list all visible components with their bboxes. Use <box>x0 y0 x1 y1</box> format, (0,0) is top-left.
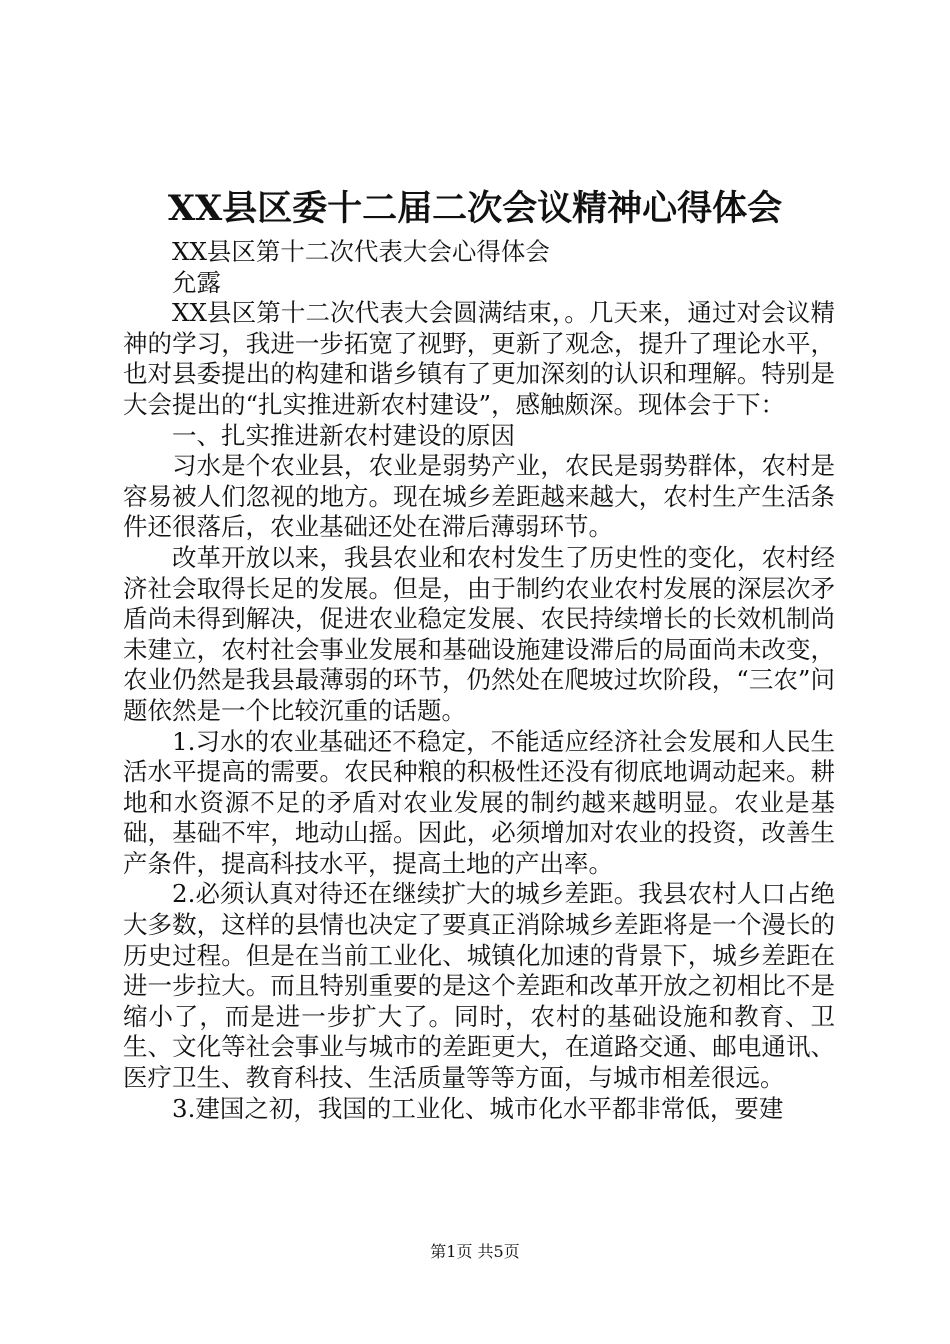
body-paragraph: 习水是个农业县，农业是弱势产业，农民是弱势群体，农村是容易被人们忽视的地方。现在城乡差距越来越大，农村生产生活条件还很落后，农业基础还处在滞后薄弱环节。 <box>123 451 835 542</box>
subtitle-paragraph: XX县区第十二次代表大会心得体会 <box>172 237 550 266</box>
intro-paragraph: XX县区第十二次代表大会圆满结束，。几天来，通过对会议精神的学习，我进一步拓宽了视野，更新了观念，提升了理论水平，也对县委提出的构建和谐乡镇有了更加深刻的认识和理解。特别是大会提出的“扎实推进新农村建设”，感触颇深。现体会于下： <box>123 298 835 419</box>
page-footer: 第1页 共5页 <box>430 1242 520 1261</box>
document-body <box>123 237 835 1124</box>
document-title: XX县区委十二届二次会议精神心得体会 <box>167 188 783 229</box>
body-paragraph: 1.习水的农业基础还不稳定，不能适应经济社会发展和人民生活水平提高的需要。农民种粮的积极性还没有彻底地调动起来。耕地和水资源不足的矛盾对农业发展的制约越来越明显。农业是基础，基础不牢，地动山摇。因此，必须增加对农业的投资，改善生产条件，提高科技水平，提高土地的产出率。 <box>123 726 835 878</box>
body-paragraph: 改革开放以来，我县农业和农村发生了历史性的变化，农村经济社会取得长足的发展。但是，由于制约农业农村发展的深层次矛盾尚未得到解决，促进农业稳定发展、农民持续增长的长效机制尚未建立，农村社会事业发展和基础设施建设滞后的局面尚未改变，农业仍然是我县最薄弱的环节，仍然处在爬坡过坎阶段，“三农”问题依然是一个比较沉重的话题。 <box>123 542 835 725</box>
author-paragraph: 允露 <box>172 267 221 297</box>
body-paragraph: 2.必须认真对待还在继续扩大的城乡差距。我县农村人口占绝大多数，这样的县情也决定了要真正消除城乡差距将是一个漫长的历史过程。但是在当前工业化、城镇化加速的背景下，城乡差距在进一步拉大。而且特别重要的是这个差距和改革开放之初相比不是缩小了，而是进一步扩大了。同时，农村的基础设施和教育、卫生、文化等社会事业与城市的差距更大，在道路交通、邮电通讯、医疗卫生、教育科技、生活质量等等方面，与城市相差很远。 <box>123 879 835 1093</box>
body-paragraph: 3.建国之初，我国的工业化、城市化水平都非常低，要建 <box>172 1093 784 1123</box>
section-heading: 一、扎实推进新农村建设的原因 <box>172 420 515 450</box>
